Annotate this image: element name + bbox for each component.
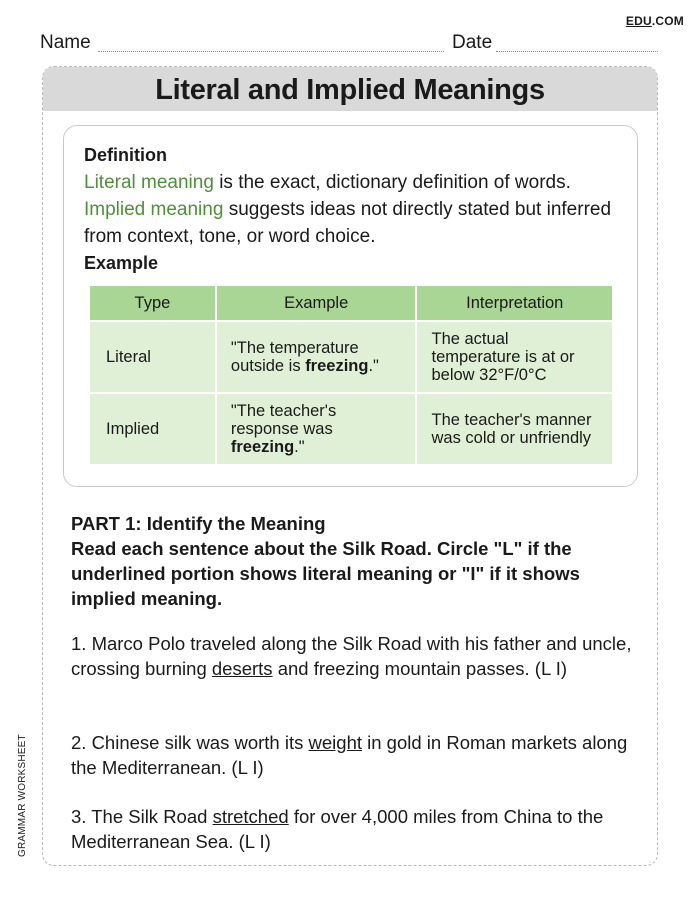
question-text-end[interactable]: and freezing mountain passes. (L I) — [272, 658, 568, 679]
brand-logo — [626, 14, 684, 28]
interpretation-cell: The actual temperature is at or below 32°F/0°C — [417, 322, 612, 392]
side-label: GRAMMAR WORKSHEET — [17, 734, 28, 857]
implied-text: suggests ideas not directly stated but inferred from context, tone, or word choice. — [84, 199, 612, 247]
underlined-word: deserts — [211, 658, 273, 679]
underlined-word: stretched — [212, 806, 289, 827]
example-table — [88, 284, 614, 466]
example-text-end: ." — [294, 438, 305, 456]
question-item — [71, 730, 641, 780]
example-cell — [217, 394, 416, 464]
brand-prefix: EDU — [625, 14, 652, 28]
example-text: "The temperature outside is — [230, 339, 359, 375]
definition-heading: Definition — [84, 145, 167, 165]
table-header-row — [90, 286, 612, 320]
question-text: 2. Chinese silk was worth its — [71, 732, 309, 753]
example-text-end: ." — [368, 357, 379, 375]
literal-text: is the exact, dictionary definition of words. — [213, 172, 571, 193]
example-heading: Example — [84, 253, 159, 273]
question-item — [71, 804, 641, 854]
definition-box — [63, 125, 638, 487]
example-cell — [217, 322, 416, 392]
question-text: 1. Marco Polo traveled along the Silk Road with his father and uncle, crossing burning — [71, 633, 632, 679]
date-label: Date — [452, 32, 493, 53]
type-cell: Literal — [90, 322, 215, 392]
page-title: Literal and Implied Meanings — [43, 67, 657, 111]
header-example: Example — [217, 286, 416, 320]
brand-suffix: .COM — [651, 14, 684, 28]
header-interpretation: Interpretation — [417, 286, 612, 320]
underlined-word: weight — [308, 732, 362, 753]
table-row — [90, 322, 612, 392]
name-date-row — [40, 32, 658, 54]
literal-definition — [84, 169, 624, 196]
literal-term: Literal meaning — [84, 172, 214, 193]
question-item — [71, 631, 641, 681]
example-keyword: freezing — [230, 438, 295, 456]
part1-instructions: Read each sentence about the Silk Road. Circle "L" if the underlined portion shows literal meaning or "I" if it shows implied meaning. — [71, 538, 580, 609]
table-row — [90, 394, 612, 464]
implied-definition — [84, 196, 624, 250]
date-line[interactable] — [496, 51, 658, 52]
example-keyword: freezing — [305, 357, 369, 375]
name-label: Name — [40, 32, 91, 53]
example-text: "The teacher's response was — [230, 402, 337, 438]
part1-section — [71, 511, 641, 611]
implied-term: Implied meaning — [84, 199, 224, 220]
interpretation-cell: The teacher's manner was cold or unfriendly — [417, 394, 612, 464]
question-text: 3. The Silk Road — [71, 806, 213, 827]
header-type: Type — [90, 286, 215, 320]
question-text-end[interactable]: in gold in Roman markets along the Mediterranean. (L I) — [71, 732, 628, 778]
worksheet-frame — [42, 66, 658, 866]
definition-text — [84, 142, 624, 277]
part1-heading: PART 1: Identify the Meaning — [71, 513, 326, 534]
type-cell: Implied — [90, 394, 215, 464]
question-text-end[interactable]: for over 4,000 miles from China to the Mediterranean Sea. (L I) — [71, 806, 604, 852]
name-line[interactable] — [98, 51, 444, 52]
